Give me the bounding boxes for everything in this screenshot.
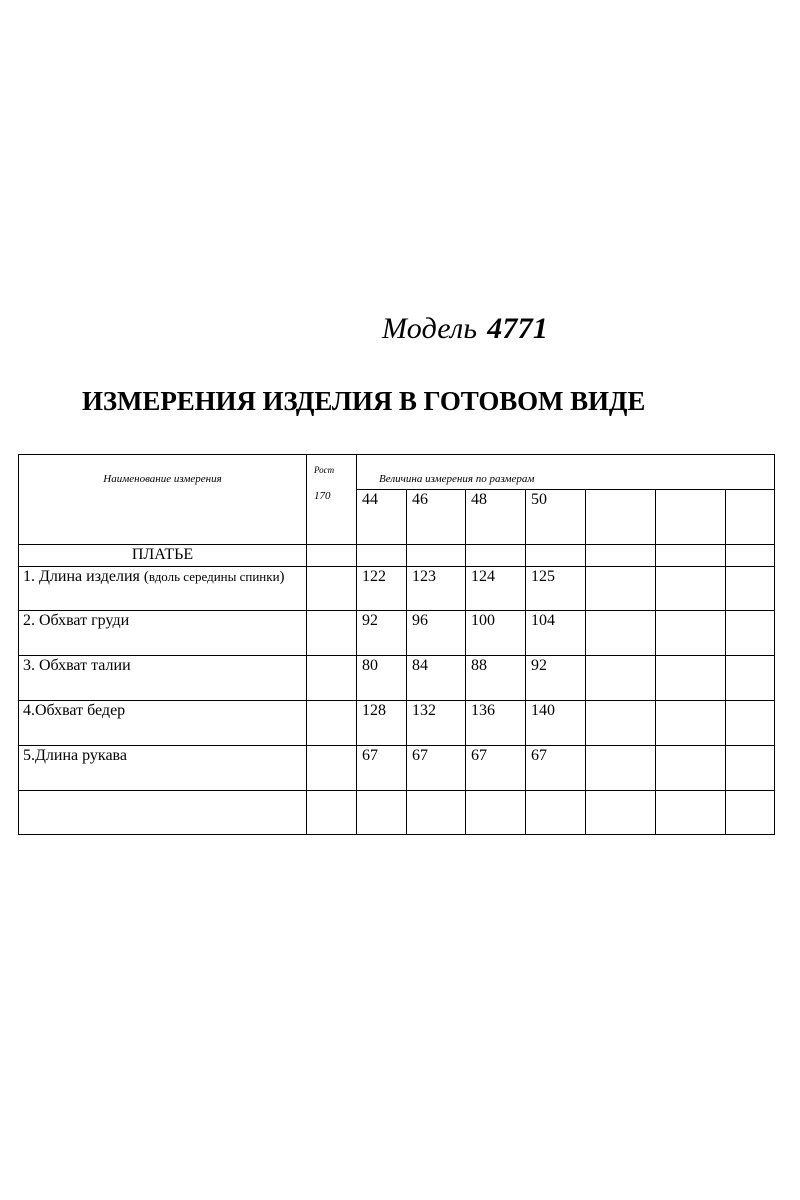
empty-cell [586, 490, 656, 545]
table-row [19, 746, 775, 791]
size-cell: 46 [407, 490, 466, 545]
note-open: ( [143, 569, 149, 585]
model-label: Модель [382, 312, 478, 345]
value-cell: 123 [407, 567, 466, 611]
measurement-note: вдоль середины спинки [148, 569, 280, 584]
model-number: 4771 [487, 312, 549, 345]
empty-cell [357, 545, 407, 567]
measurements-table [18, 454, 775, 835]
value-cell: 96 [407, 611, 466, 656]
measurement-label: 2. Обхват груди [19, 611, 307, 656]
empty-cell [307, 701, 357, 746]
measurement-label [19, 567, 307, 611]
empty-cell [526, 545, 586, 567]
size-cell: 50 [526, 490, 586, 545]
measurement-label-text: 1. Длина изделия [23, 568, 144, 585]
value-cell: 132 [407, 701, 466, 746]
empty-cell [586, 545, 656, 567]
empty-cell [656, 490, 726, 545]
empty-cell [19, 791, 307, 835]
empty-cell [466, 791, 526, 835]
empty-cell [466, 545, 526, 567]
value-cell: 100 [466, 611, 526, 656]
table-row [19, 656, 775, 701]
empty-cell [586, 567, 656, 611]
value-cell: 128 [357, 701, 407, 746]
value-cell: 67 [407, 746, 466, 791]
empty-cell [307, 791, 357, 835]
empty-cell [586, 611, 656, 656]
empty-cell [357, 791, 407, 835]
section-row [19, 545, 775, 567]
value-cell: 136 [466, 701, 526, 746]
measurement-name-header: Наименование измерения [19, 455, 307, 545]
value-cell: 92 [357, 611, 407, 656]
empty-cell [307, 746, 357, 791]
empty-cell [586, 656, 656, 701]
value-cell: 140 [526, 701, 586, 746]
sizes-title: Величина измерения по размерам [357, 455, 775, 490]
empty-cell [726, 791, 775, 835]
table-row [19, 567, 775, 611]
empty-cell [307, 656, 357, 701]
empty-cell [726, 611, 775, 656]
table-header-row [19, 455, 775, 490]
empty-cell [656, 611, 726, 656]
empty-cell [726, 545, 775, 567]
empty-cell [586, 746, 656, 791]
empty-cell [656, 701, 726, 746]
empty-cell [726, 567, 775, 611]
value-cell: 80 [357, 656, 407, 701]
empty-cell [526, 791, 586, 835]
empty-cell [586, 791, 656, 835]
empty-cell [726, 656, 775, 701]
empty-cell [586, 701, 656, 746]
value-cell: 67 [526, 746, 586, 791]
empty-cell [407, 545, 466, 567]
empty-cell [726, 490, 775, 545]
note-close: ) [279, 569, 285, 585]
empty-cell [656, 746, 726, 791]
empty-row [19, 791, 775, 835]
empty-cell [656, 791, 726, 835]
measurement-label: 4.Обхват бедер [19, 701, 307, 746]
section-label: ПЛАТЬЕ [19, 545, 307, 567]
empty-cell [307, 611, 357, 656]
measurement-label: 3. Обхват талии [19, 656, 307, 701]
empty-cell [656, 545, 726, 567]
measurement-label: 5.Длина рукава [19, 746, 307, 791]
value-cell: 125 [526, 567, 586, 611]
empty-cell [656, 656, 726, 701]
size-cell: 44 [357, 490, 407, 545]
value-cell: 67 [466, 746, 526, 791]
table-row [19, 611, 775, 656]
empty-cell [307, 567, 357, 611]
value-cell: 92 [526, 656, 586, 701]
table-row [19, 701, 775, 746]
value-cell: 67 [357, 746, 407, 791]
value-cell: 104 [526, 611, 586, 656]
value-cell: 84 [407, 656, 466, 701]
value-cell: 124 [466, 567, 526, 611]
empty-cell [307, 545, 357, 567]
height-value: 170 [314, 490, 331, 502]
main-heading: ИЗМЕРЕНИЯ ИЗДЕЛИЯ В ГОТОВОМ ВИДЕ [82, 386, 646, 416]
empty-cell [726, 701, 775, 746]
empty-cell [407, 791, 466, 835]
model-title [382, 312, 548, 346]
height-header [307, 455, 357, 545]
value-cell: 122 [357, 567, 407, 611]
empty-cell [726, 746, 775, 791]
size-cell: 48 [466, 490, 526, 545]
empty-cell [656, 567, 726, 611]
height-label: Рост [314, 465, 335, 475]
value-cell: 88 [466, 656, 526, 701]
